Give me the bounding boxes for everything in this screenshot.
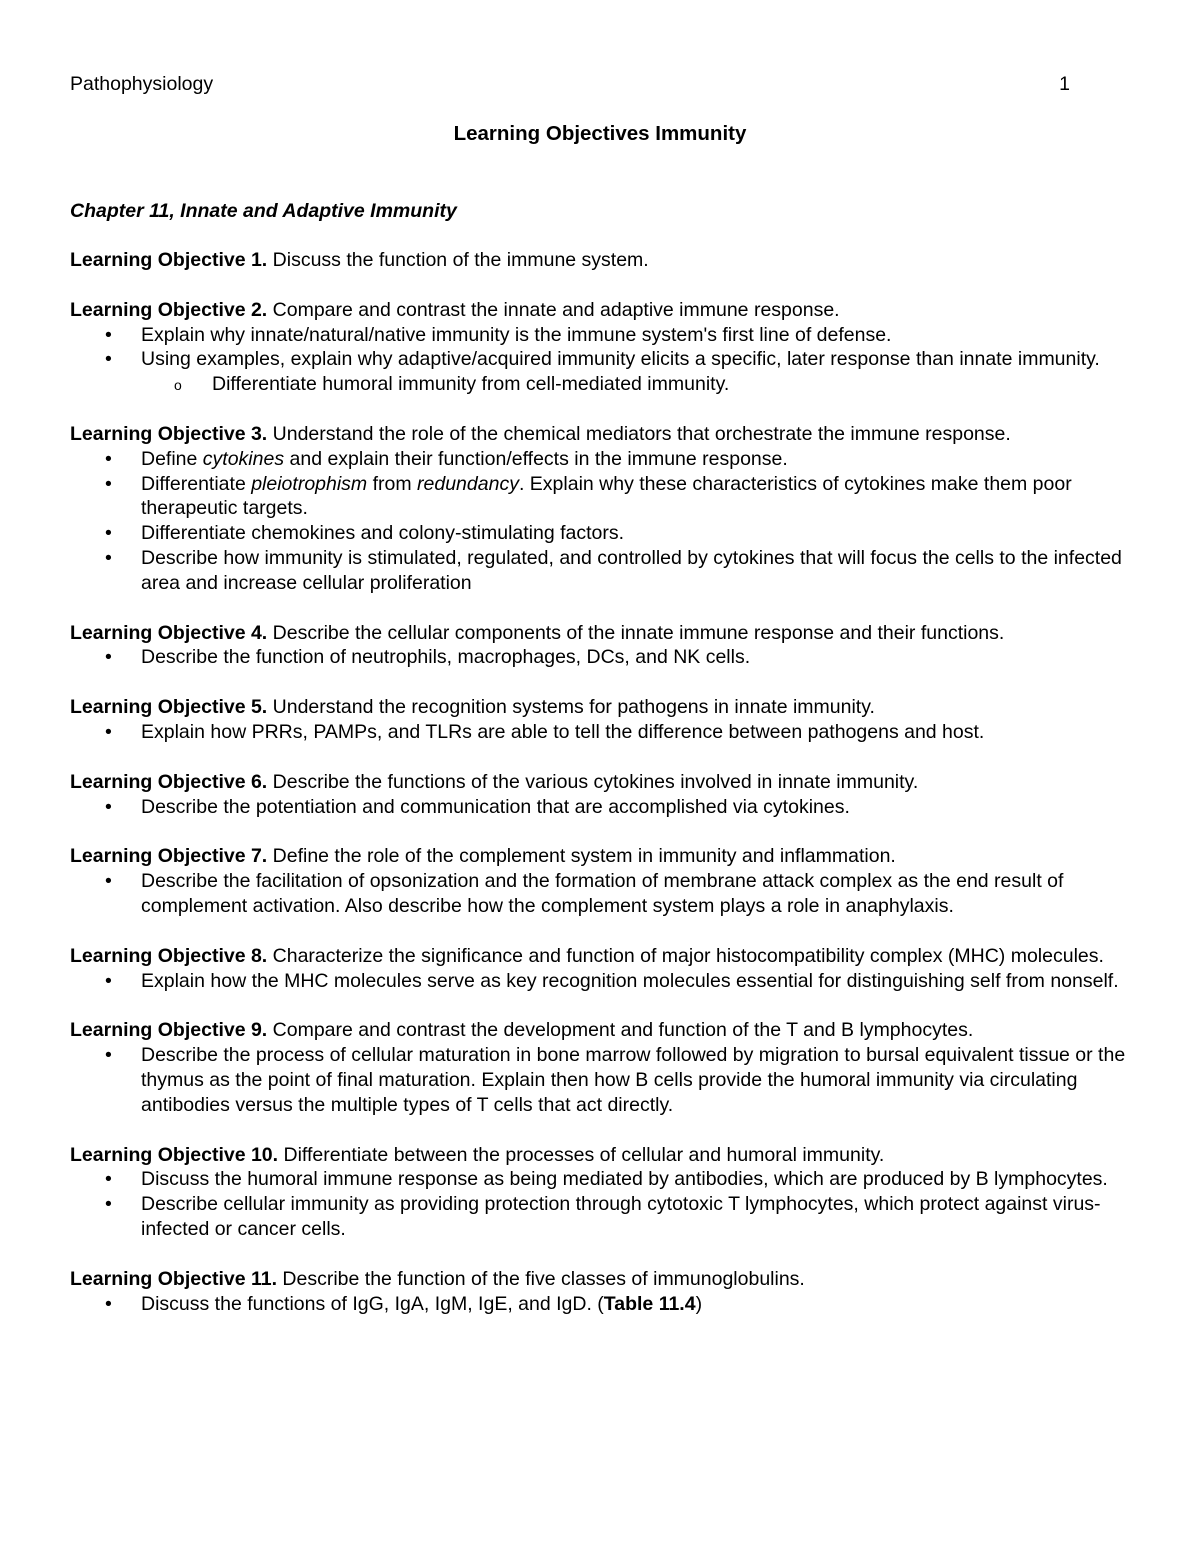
objective-8 [70, 944, 1140, 994]
objective-text: Characterize the significance and function of major histocompatibility complex (MHC) molecules. [267, 944, 1104, 967]
objective-label: Learning Objective 7. [70, 845, 268, 868]
objective-text: Define the role of the complement system in immunity and inflammation. [267, 845, 896, 868]
objective-text: Describe the cellular components of the innate immune response and their functions. [267, 621, 1005, 644]
bullet-item: • Describe how immunity is stimulated, regulated, and controlled by cytokines that will focus the cells to the infected area and increase cellular proliferation [70, 546, 1140, 596]
objective-text: Understand the recognition systems for pathogens in innate immunity. [267, 696, 875, 719]
objective-text: Describe the functions of the various cytokines involved in innate immunity. [267, 770, 919, 793]
bullet-item: • Differentiate chemokines and colony-stimulating factors. [70, 521, 1140, 546]
bullet-item: • Discuss the functions of IgG, IgA, IgM, IgE, and IgD. (Table 11.4) [70, 1292, 1140, 1317]
chapter-heading: Chapter 11, Innate and Adaptive Immunity [70, 200, 457, 222]
objective-11 [70, 1267, 1140, 1317]
term-pleiotrophism: pleiotrophism [251, 472, 368, 495]
objective-text: Differentiate between the processes of cellular and humoral immunity. [278, 1143, 885, 1166]
bullet-item: • Explain why innate/natural/native immunity is the immune system's first line of defense. [70, 323, 1140, 348]
page-number: 1 [1059, 73, 1070, 95]
objective-1 [70, 248, 1140, 273]
objective-text: Discuss the function of the immune system. [267, 249, 649, 271]
bullet-item: • Describe the function of neutrophils, macrophages, DCs, and NK cells. [70, 645, 1140, 670]
objective-5 [70, 695, 1140, 745]
bullet-item: • Describe the process of cellular maturation in bone marrow followed by migration to bursal equivalent tissue or the thymus as the point of final maturation. Explain then how B cells provide the humoral immunity via circulating antibodies versus the multiple types of T cells that act directly. [70, 1043, 1140, 1117]
objective-7 [70, 844, 1140, 918]
objective-text: Describe the function of the five classes of immunoglobulins. [277, 1267, 805, 1290]
objective-text: Understand the role of the chemical mediators that orchestrate the immune response. [267, 422, 1011, 445]
objective-6 [70, 770, 1140, 820]
objective-label: Learning Objective 1. [70, 249, 268, 271]
bullet-item: • Explain how PRRs, PAMPs, and TLRs are able to tell the difference between pathogens and host. [70, 720, 1140, 745]
page-header [70, 72, 1070, 97]
bullet-text: Using examples, explain why adaptive/acquired immunity elicits a specific, later response than innate immunity. [141, 348, 1100, 371]
bullet-item: • Discuss the humoral immune response as being mediated by antibodies, which are produced by B lymphocytes. [70, 1167, 1140, 1192]
objective-text: Compare and contrast the innate and adaptive immune response. [267, 298, 840, 321]
objective-text: Compare and contrast the development and function of the T and B lymphocytes. [267, 1019, 974, 1042]
bullet-item [70, 347, 1140, 397]
document-title: Learning Objectives Immunity [453, 122, 747, 145]
objective-label: Learning Objective 9. [70, 1019, 268, 1042]
bullet-item: • Explain how the MHC molecules serve as key recognition molecules essential for distinguishing self from nonself. [70, 969, 1140, 994]
objectives-list [70, 248, 1140, 1341]
term-redundancy: redundancy [417, 472, 519, 495]
bullet-item: • Describe the facilitation of opsonization and the formation of membrane attack complex as the end result of complement activation. Also describe how the complement system plays a role in anaphylaxis. [70, 869, 1140, 919]
table-reference: Table 11.4 [603, 1292, 696, 1315]
objective-label: Learning Objective 4. [70, 621, 268, 644]
objective-4 [70, 621, 1140, 671]
bullet-item: • Describe the potentiation and communication that are accomplished via cytokines. [70, 795, 1140, 820]
objective-label: Learning Objective 5. [70, 696, 268, 719]
objective-3 [70, 422, 1140, 596]
course-name: Pathophysiology [70, 73, 214, 95]
objective-10 [70, 1143, 1140, 1242]
term-cytokines: cytokines [202, 447, 285, 470]
objective-label: Learning Objective 11. [70, 1267, 277, 1290]
objective-label: Learning Objective 6. [70, 770, 268, 793]
objective-label: Learning Objective 10. [70, 1143, 279, 1166]
bullet-item: • Describe cellular immunity as providing protection through cytotoxic T lymphocytes, which protect against virus-infected or cancer cells. [70, 1192, 1140, 1242]
objective-label: Learning Objective 3. [70, 422, 268, 445]
objective-9 [70, 1018, 1140, 1117]
sub-bullet-item: o Differentiate humoral immunity from cell-mediated immunity. [141, 372, 1140, 397]
bullet-item: • Differentiate pleiotrophism from redundancy. Explain why these characteristics of cytokines make them poor therapeutic targets. [70, 472, 1140, 522]
bullet-item: • Define cytokines and explain their function/effects in the immune response. [70, 447, 1140, 472]
objective-2 [70, 298, 1140, 397]
objective-label: Learning Objective 8. [70, 944, 268, 967]
objective-label: Learning Objective 2. [70, 298, 268, 321]
